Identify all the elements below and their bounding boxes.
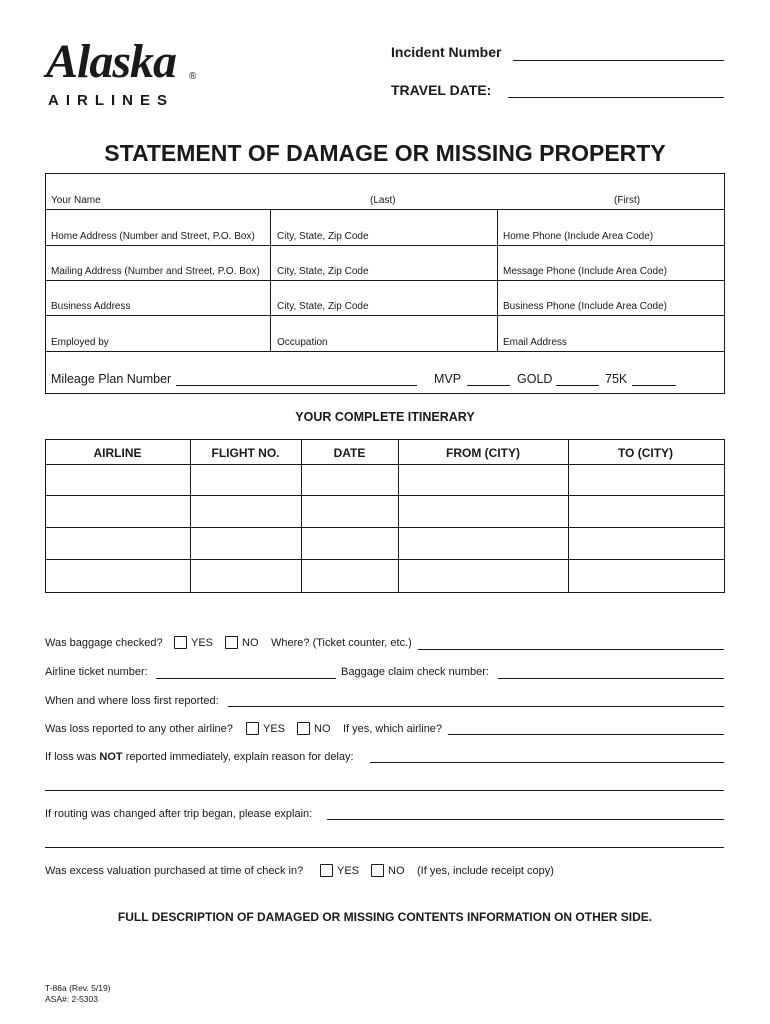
incident-number-field[interactable] <box>513 60 724 61</box>
travel-date-field[interactable] <box>508 97 724 98</box>
col-to-city: TO (CITY) <box>617 446 674 460</box>
col-airline: AIRLINE <box>93 446 142 460</box>
75k-label: 75K <box>605 372 628 386</box>
col-from-city: FROM (CITY) <box>446 446 520 460</box>
mileage-plan-label: Mileage Plan Number <box>51 372 172 386</box>
baggage-checked-yes-label: YES <box>191 637 214 649</box>
business-city-label: City, State, Zip Code <box>277 301 369 312</box>
when-where-label: When and where loss first reported: <box>45 695 219 707</box>
claim-check-field[interactable] <box>498 678 724 679</box>
reported-other-label: Was loss reported to any other airline? <box>45 723 233 735</box>
home-city-label: City, State, Zip Code <box>277 231 369 242</box>
last-name-label: (Last) <box>370 195 396 206</box>
first-name-label: (First) <box>614 195 641 206</box>
itinerary-title: YOUR COMPLETE ITINERARY <box>295 410 475 424</box>
routing-field[interactable] <box>327 819 724 820</box>
employed-by-label: Employed by <box>51 337 109 348</box>
col-flight-no: FLIGHT NO. <box>211 446 280 460</box>
mvp-field[interactable] <box>467 385 510 386</box>
your-name-label: Your Name <box>51 195 101 206</box>
message-phone-label: Message Phone (Include Area Code) <box>503 266 667 277</box>
where-field[interactable] <box>418 649 724 650</box>
mvp-label: MVP <box>434 372 462 386</box>
routing-label: If routing was changed after trip began, please explain: <box>45 808 313 820</box>
email-label: Email Address <box>503 337 567 348</box>
delay-reason-field[interactable] <box>370 762 724 763</box>
travel-date-label: TRAVEL DATE: <box>391 82 492 98</box>
claim-check-label: Baggage claim check number: <box>341 666 489 678</box>
business-address-label: Business Address <box>51 301 131 312</box>
reported-other-yes-label: YES <box>263 723 286 735</box>
mailing-city-label: City, State, Zip Code <box>277 266 369 277</box>
delay-reason-not: NOT <box>99 751 123 763</box>
baggage-checked-no-checkbox[interactable] <box>225 636 238 649</box>
baggage-checked-label: Was baggage checked? <box>45 637 163 649</box>
home-phone-label: Home Phone (Include Area Code) <box>503 231 654 242</box>
mileage-plan-field[interactable] <box>176 385 417 386</box>
which-airline-field[interactable] <box>448 734 724 735</box>
form-asa-number: ASA#: 2-5303 <box>45 994 98 1004</box>
excess-yes-checkbox[interactable] <box>320 864 333 877</box>
gold-label: GOLD <box>517 372 553 386</box>
delay-reason-label <box>45 751 354 763</box>
delay-reason-field-line2[interactable] <box>45 790 724 791</box>
baggage-checked-no-label: NO <box>242 637 259 649</box>
delay-reason-post: reported immediately, explain reason for delay: <box>125 751 354 763</box>
excess-yes-label: YES <box>337 865 360 877</box>
receipt-note: (If yes, include receipt copy) <box>417 865 554 877</box>
ticket-number-label: Airline ticket number: <box>45 666 148 678</box>
baggage-checked-yes-checkbox[interactable] <box>174 636 187 649</box>
excess-no-checkbox[interactable] <box>371 864 384 877</box>
reported-other-no-checkbox[interactable] <box>297 722 310 735</box>
col-date: DATE <box>333 446 366 460</box>
when-where-field[interactable] <box>228 706 724 707</box>
registered-mark: ® <box>189 71 197 82</box>
personal-info-box <box>45 173 725 394</box>
alaska-logo-airlines: AIRLINES <box>48 92 175 109</box>
75k-field[interactable] <box>632 385 676 386</box>
mailing-address-label: Mailing Address (Number and Street, P.O. Box) <box>51 266 260 277</box>
ticket-number-field[interactable] <box>156 678 336 679</box>
home-address-label: Home Address (Number and Street, P.O. Box) <box>51 231 255 242</box>
incident-number-label: Incident Number <box>391 44 502 60</box>
reported-other-yes-checkbox[interactable] <box>246 722 259 735</box>
alaska-logo-wordmark: Alaska <box>46 35 177 88</box>
excess-valuation-label: Was excess valuation purchased at time of check in? <box>45 865 304 877</box>
form-revision: T-86a (Rev. 5/19) <box>45 983 111 993</box>
where-label: Where? (Ticket counter, etc.) <box>271 637 412 649</box>
reported-other-no-label: NO <box>314 723 331 735</box>
gold-field[interactable] <box>556 385 599 386</box>
delay-reason-pre: If loss was <box>45 751 97 763</box>
form-title: STATEMENT OF DAMAGE OR MISSING PROPERTY <box>104 140 666 166</box>
routing-field-line2[interactable] <box>45 847 724 848</box>
which-airline-label: If yes, which airline? <box>343 723 443 735</box>
occupation-label: Occupation <box>277 337 328 348</box>
itinerary-table <box>45 439 725 593</box>
excess-no-label: NO <box>388 865 405 877</box>
other-side-notice: FULL DESCRIPTION OF DAMAGED OR MISSING CONTENTS INFORMATION ON OTHER SIDE. <box>117 910 653 924</box>
business-phone-label: Business Phone (Include Area Code) <box>503 301 667 312</box>
